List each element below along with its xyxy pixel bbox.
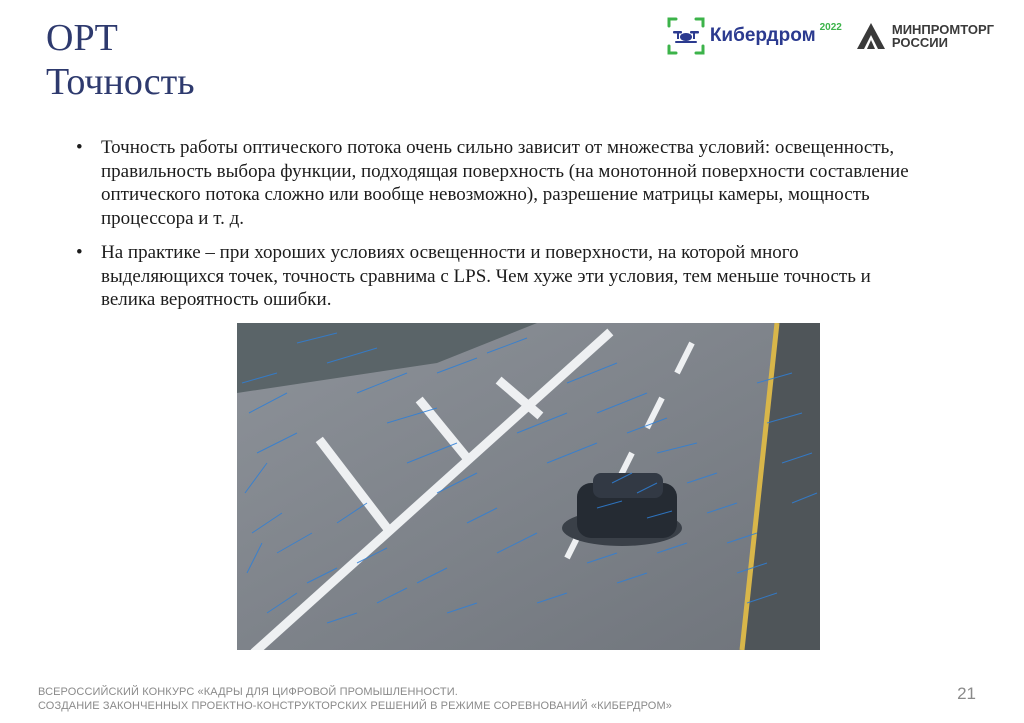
slide-title-line1: OPT <box>46 17 118 59</box>
minpromtorg-logo <box>856 22 994 50</box>
bullet-list <box>76 136 926 323</box>
slide-title-line2: Точность <box>46 61 195 103</box>
slide-title <box>46 16 195 104</box>
footer-text <box>38 685 672 713</box>
minpromtorg-line1: МИНПРОМТОРГ <box>891 22 994 37</box>
drone-icon <box>666 16 706 56</box>
footer-line2: СОЗДАНИЕ ЗАКОНЧЕННЫХ ПРОЕКТНО-КОНСТРУКТОРСКИХ РЕШЕНИЙ В РЕЖИМЕ СОРЕВНОВАНИЙ «КИБЕРДРОМ» <box>38 700 672 712</box>
optical-flow-image <box>237 323 820 650</box>
header-logos <box>666 14 994 58</box>
kiberdrom-wordmark: Кибердром <box>709 25 816 46</box>
bullet-item: • Точность работы оптического потока очень сильно зависит от множества условий: освещенность, правильность выбора функции, подходящая поверхность (на монотонной поверхности составление оптического потока сложно или вообще невозможно), разрешение матрицы камеры, мощность процессора и т. д. <box>76 136 926 230</box>
page-number: 21 <box>957 684 976 703</box>
minpromtorg-line2: РОССИИ <box>891 35 948 50</box>
minpromtorg-wordmark <box>892 23 994 49</box>
kiberdrom-logo <box>666 16 842 56</box>
kiberdrom-year: 2022 <box>819 21 842 33</box>
optical-flow-road-photo <box>237 323 820 650</box>
bullet-item: • На практике – при хороших условиях освещенности и поверхности, на которой много выделяющихся точек, точность сравнима с LPS. Чем хуже эти условия, тем меньше точность и велика вероятность ошибки. <box>76 241 926 312</box>
minpromtorg-emblem-icon <box>856 22 886 50</box>
footer-line1: ВСЕРОССИЙСКИЙ КОНКУРС «КАДРЫ ДЛЯ ЦИФРОВОЙ ПРОМЫШЛЕННОСТИ. <box>38 686 458 698</box>
